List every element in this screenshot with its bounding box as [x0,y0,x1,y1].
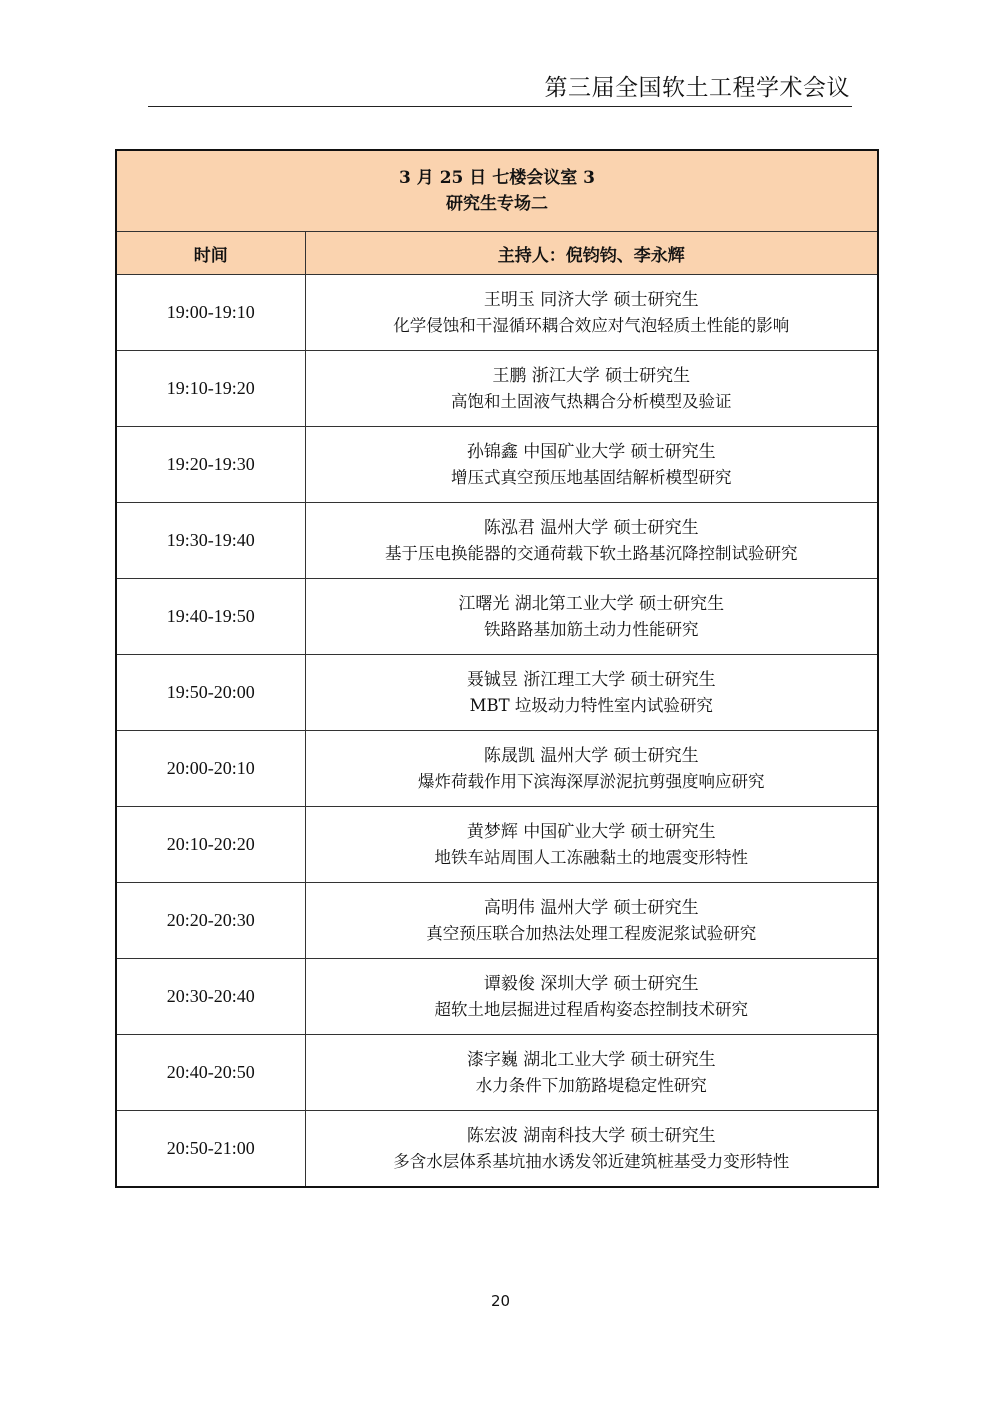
presenter-info: 陈宏波 湖南科技大学 硕士研究生 [466,1125,716,1146]
talk-details [305,959,878,1035]
talk-time: 19:50-20:00 [116,655,305,731]
talk-time: 20:10-20:20 [116,807,305,883]
session-date-room: 3 月 25 日 七楼会议室 3 [399,168,595,188]
talk-time: 19:10-19:20 [116,351,305,427]
talk-details [305,1111,878,1188]
talk-time: 19:30-19:40 [116,503,305,579]
talk-topic: 地铁车站周围人工冻融黏土的地震变形特性 [434,847,748,867]
talk-time: 19:40-19:50 [116,579,305,655]
session-title-cell [116,150,878,232]
talk-details [305,883,878,959]
hosts-column-header: 主持人：倪钧钧、李永辉 [305,232,878,275]
talk-time: 20:40-20:50 [116,1035,305,1111]
presenter-info: 黄梦辉 中国矿业大学 硕士研究生 [466,821,716,842]
presenter-info: 谭毅俊 深圳大学 硕士研究生 [483,973,699,994]
talk-time: 20:30-20:40 [116,959,305,1035]
talk-time: 19:00-19:10 [116,275,305,351]
talk-topic: 超软土地层掘进过程盾构姿态控制技术研究 [434,999,748,1019]
table-row [116,1111,878,1188]
talk-details [305,1035,878,1111]
talk-details [305,503,878,579]
talk-topic: 铁路路基加筋土动力性能研究 [484,619,699,639]
session-schedule-table [115,149,879,1188]
talk-topic: MBT 垃圾动力特性室内试验研究 [469,695,713,715]
talk-details [305,427,878,503]
table-row [116,351,878,427]
table-row [116,807,878,883]
table-row [116,1035,878,1111]
session-title-row [116,150,878,232]
talk-rows [116,275,878,1188]
talk-topic: 真空预压联合加热法处理工程废泥浆试验研究 [426,923,757,943]
talk-time: 20:00-20:10 [116,731,305,807]
talk-details [305,655,878,731]
time-column-header: 时间 [116,232,305,275]
talk-topic: 高饱和土固液气热耦合分析模型及验证 [451,391,732,411]
presenter-info: 陈晟凯 温州大学 硕士研究生 [483,745,699,766]
table-row [116,959,878,1035]
column-header-row [116,232,878,275]
talk-topic: 化学侵蚀和干湿循环耦合效应对气泡轻质土性能的影响 [393,315,790,335]
table-row [116,427,878,503]
presenter-info: 聂铖昱 浙江理工大学 硕士研究生 [466,669,716,690]
schedule-body [116,150,878,275]
table-row [116,579,878,655]
session-name: 研究生专场二 [446,194,548,214]
presenter-info: 孙锦鑫 中国矿业大学 硕士研究生 [466,441,716,462]
table-row [116,275,878,351]
talk-topic: 水力条件下加筋路堤稳定性研究 [475,1075,707,1095]
presenter-info: 漆字巍 湖北工业大学 硕士研究生 [466,1049,716,1070]
table-row [116,503,878,579]
presenter-info: 高明伟 温州大学 硕士研究生 [483,897,699,918]
talk-time: 20:20-20:30 [116,883,305,959]
talk-topic: 爆炸荷载作用下滨海深厚淤泥抗剪强度响应研究 [418,771,765,791]
talk-details [305,731,878,807]
talk-time: 20:50-21:00 [116,1111,305,1188]
conference-title: 第三届全国软土工程学术会议 [544,75,850,101]
presenter-info: 王鹏 浙江大学 硕士研究生 [492,365,691,386]
table-row [116,655,878,731]
talk-time: 19:20-19:30 [116,427,305,503]
presenter-info: 王明玉 同济大学 硕士研究生 [483,289,699,310]
presenter-info: 江曙光 湖北第工业大学 硕士研究生 [458,593,725,614]
talk-topic: 基于压电换能器的交通荷载下软土路基沉降控制试验研究 [385,543,798,563]
presenter-info: 陈泓君 温州大学 硕士研究生 [483,517,699,538]
talk-details [305,807,878,883]
talk-topic: 增压式真空预压地基固结解析模型研究 [451,467,732,487]
page-number: 20 [490,1292,511,1310]
running-header [148,72,852,107]
table-row [116,731,878,807]
talk-details [305,275,878,351]
talk-topic: 多含水层体系基坑抽水诱发邻近建筑桩基受力变形特性 [393,1151,790,1171]
talk-details [305,351,878,427]
table-row [116,883,878,959]
talk-details [305,579,878,655]
